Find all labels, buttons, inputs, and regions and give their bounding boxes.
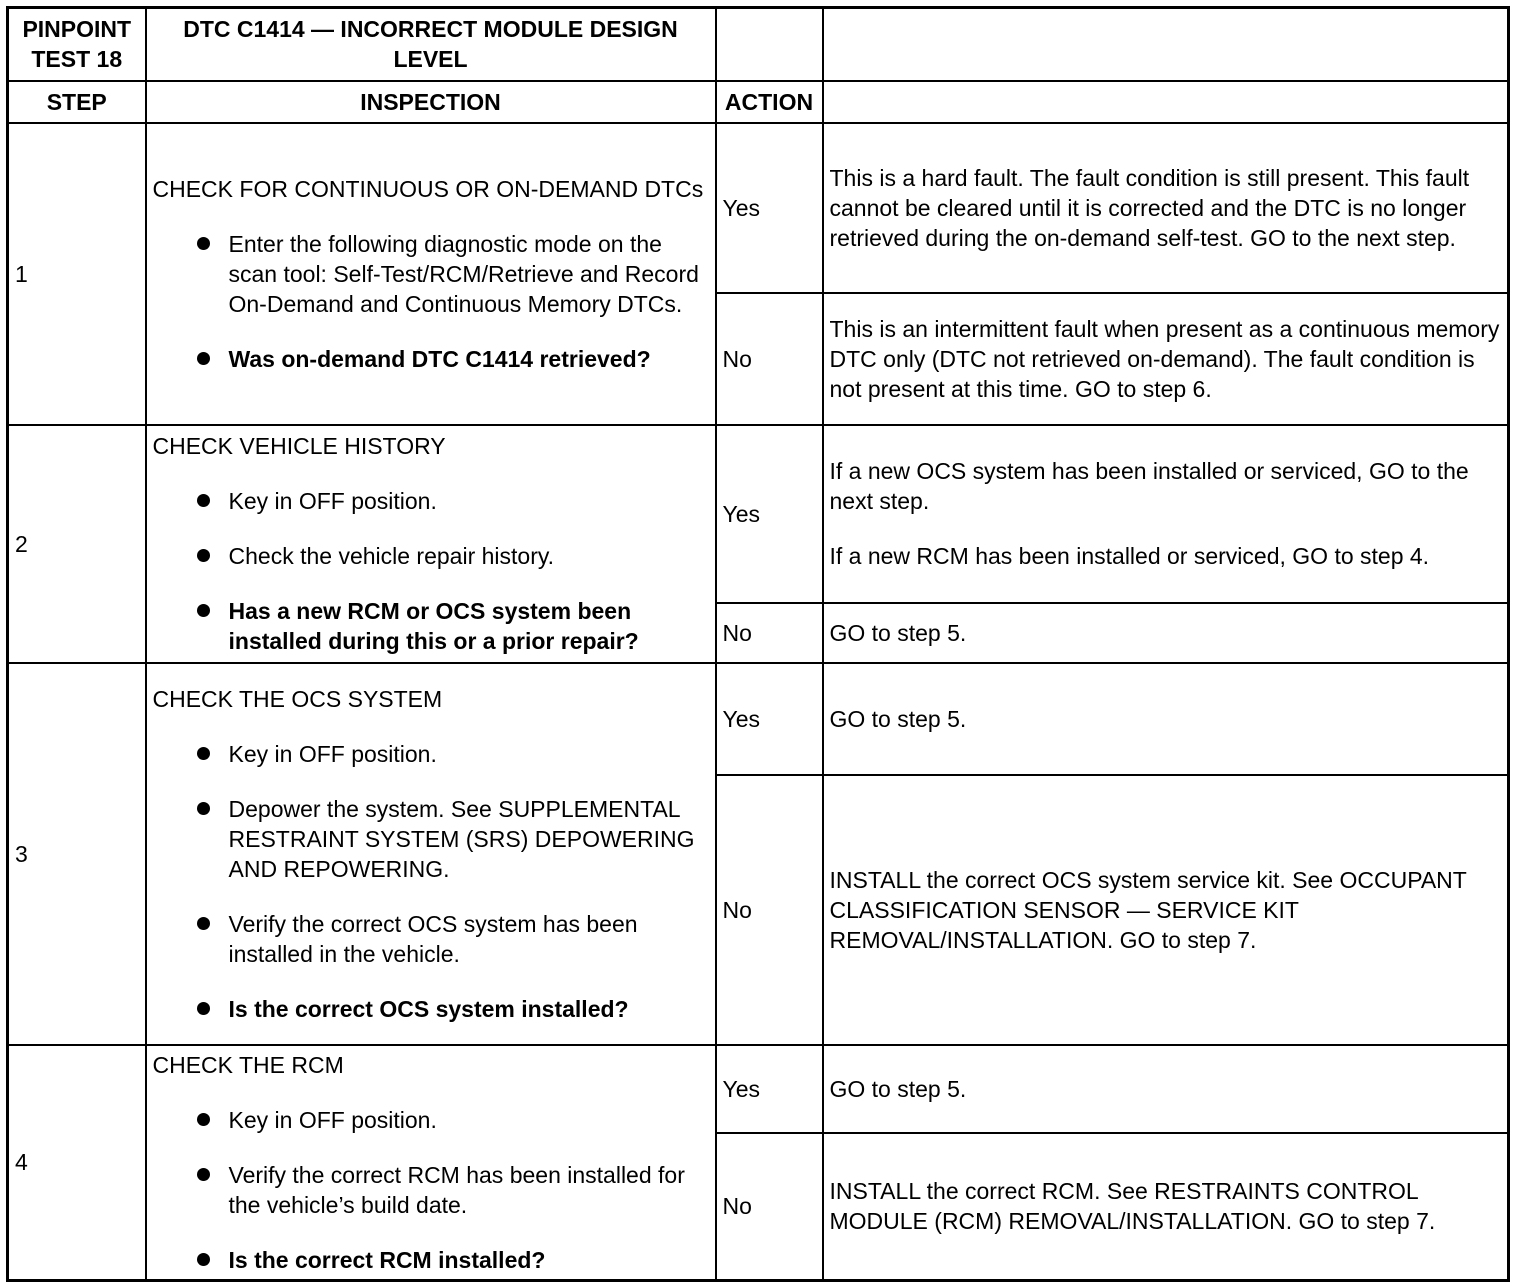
action-text: GO to step 5. — [829, 705, 967, 732]
bullet-question — [153, 596, 709, 656]
inspection-cell — [146, 425, 716, 663]
inspection-title: CHECK VEHICLE HISTORY — [152, 433, 446, 459]
step-number: 4 — [8, 1045, 146, 1281]
bullet-question — [153, 1245, 709, 1275]
step-number: 1 — [8, 123, 146, 425]
answer-no: No — [716, 775, 823, 1045]
bullet-icon — [197, 802, 210, 815]
bullet-text: Key in OFF position. — [228, 1106, 437, 1133]
pinpoint-label: PINPOINT TEST 18 — [8, 8, 146, 81]
bullet-text: Check the vehicle repair history. — [228, 543, 555, 569]
inspection-cell — [146, 663, 716, 1045]
inspection-column-header: INSPECTION — [146, 81, 716, 123]
inspection-bullets — [153, 1105, 709, 1275]
title-blank-cell — [716, 8, 823, 81]
bullet-icon — [197, 1253, 210, 1266]
action-yes — [823, 123, 1509, 293]
bullet-icon — [197, 604, 210, 617]
step-row-yes — [8, 123, 1509, 293]
action-yes — [823, 663, 1509, 775]
answer-yes: Yes — [716, 123, 823, 293]
bullet-icon — [197, 549, 210, 562]
inspection-cell — [146, 1045, 716, 1281]
action-text: If a new OCS system has been installed or serviced, GO to the next step. — [829, 458, 1469, 514]
bullet-question — [153, 344, 709, 374]
step-row-yes — [8, 663, 1509, 775]
action-text: This is an intermittent fault when present as a continuous memory DTC only (DTC not retrieved on-demand). The fault condition is not present at this time. GO to step 6. — [829, 315, 1500, 402]
action-no — [823, 293, 1509, 425]
action-text: INSTALL the correct OCS system service kit. See OCCUPANT CLASSIFICATION SENSOR — SERVICE KIT REMOVAL/INSTALLATION. GO to step 7. — [829, 866, 1467, 953]
bullet-item — [153, 486, 709, 516]
bullet-item — [153, 739, 709, 769]
bullet-item — [153, 1105, 709, 1135]
action-column-header: ACTION — [716, 81, 823, 123]
bullet-icon — [197, 917, 210, 930]
column-header-row — [8, 81, 1509, 123]
action-text: GO to step 5. — [829, 619, 967, 646]
answer-yes: Yes — [716, 663, 823, 775]
action-text: This is a hard fault. The fault condition is still present. This fault cannot be cleared until it is corrected and the DTC is no longer retrieved during the on-demand self-test. GO to the next step. — [829, 164, 1470, 251]
action-text: GO to step 5. — [829, 1075, 967, 1102]
step-row-yes — [8, 425, 1509, 603]
title-row — [8, 8, 1509, 81]
bullet-text: Enter the following diagnostic mode on the scan tool: Self-Test/RCM/Retrieve and Record On-Demand and Continuous Memory DTCs. — [228, 230, 699, 317]
step-number: 2 — [8, 425, 146, 663]
action-text: INSTALL the correct RCM. See RESTRAINTS CONTROL MODULE (RCM) REMOVAL/INSTALLATION. GO to step 7. — [829, 1178, 1436, 1235]
inspection-title: CHECK THE RCM — [152, 1051, 344, 1078]
inspection-bullets — [153, 229, 709, 374]
bullet-icon — [197, 1002, 210, 1015]
inspection-bullets — [153, 486, 709, 656]
bullet-icon — [197, 352, 210, 365]
answer-yes: Yes — [716, 1045, 823, 1133]
bullet-icon — [197, 1113, 210, 1126]
action-yes — [823, 1045, 1509, 1133]
title-blank-cell — [823, 8, 1509, 81]
bullet-text: Is the correct OCS system installed? — [228, 995, 629, 1022]
answer-no: No — [716, 1133, 823, 1281]
action-text: If a new RCM has been installed or serviced, GO to step 4. — [829, 543, 1430, 569]
bullet-text: Verify the correct OCS system has been installed in the vehicle. — [228, 910, 638, 967]
bullet-item — [153, 1160, 709, 1220]
bullet-text: Key in OFF position. — [228, 740, 437, 767]
bullet-text: Is the correct RCM installed? — [228, 1246, 546, 1273]
test-title: DTC C1414 — INCORRECT MODULE DESIGN LEVEL — [146, 8, 716, 81]
bullet-item — [153, 909, 709, 969]
action-yes — [823, 425, 1509, 603]
inspection-cell — [146, 123, 716, 425]
bullet-icon — [197, 237, 210, 250]
action-no — [823, 1133, 1509, 1281]
bullet-text: Has a new RCM or OCS system been installed during this or a prior repair? — [228, 598, 639, 654]
bullet-text: Depower the system. See SUPPLEMENTAL RESTRAINT SYSTEM (SRS) DEPOWERING AND REPOWERING. — [228, 795, 695, 882]
answer-no: No — [716, 293, 823, 425]
bullet-text: Was on-demand DTC C1414 retrieved? — [228, 345, 651, 372]
bullet-question — [153, 994, 709, 1024]
action-detail-header — [823, 81, 1509, 123]
step-column-header: STEP — [8, 81, 146, 123]
inspection-title: CHECK FOR CONTINUOUS OR ON-DEMAND DTCs — [152, 175, 704, 202]
bullet-item — [153, 794, 709, 884]
bullet-text: Verify the correct RCM has been installed for the vehicle’s build date. — [228, 1161, 685, 1218]
step-row-yes — [8, 1045, 1509, 1133]
step-number: 3 — [8, 663, 146, 1045]
bullet-icon — [197, 747, 210, 760]
action-no — [823, 775, 1509, 1045]
bullet-icon — [197, 494, 210, 507]
action-no — [823, 603, 1509, 663]
answer-yes: Yes — [716, 425, 823, 603]
pinpoint-test-table — [6, 6, 1510, 1282]
bullet-icon — [197, 1168, 210, 1181]
bullet-item — [153, 541, 709, 571]
answer-no: No — [716, 603, 823, 663]
inspection-title: CHECK THE OCS SYSTEM — [152, 685, 443, 712]
inspection-bullets — [153, 739, 709, 1024]
bullet-item — [153, 229, 709, 319]
bullet-text: Key in OFF position. — [228, 488, 437, 514]
